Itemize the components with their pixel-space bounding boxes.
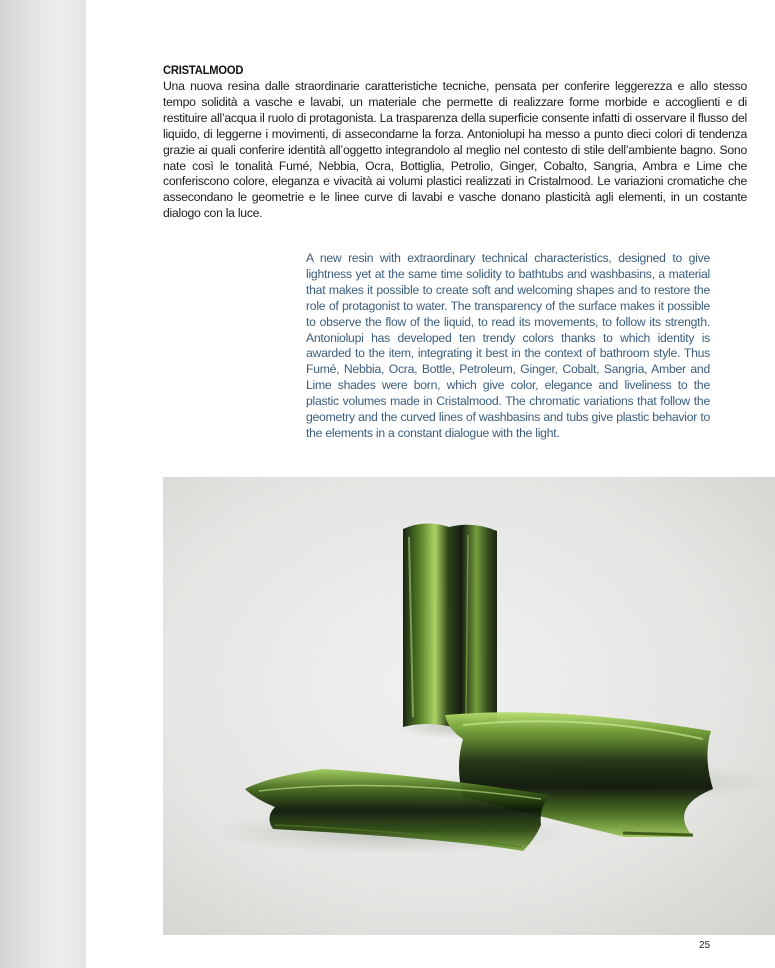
article-heading: CRISTALMOOD [163,63,244,77]
product-photo [163,477,775,935]
page-number: 25 [699,940,711,951]
green-resin-sculptures-image [163,477,775,935]
page-side-band [0,0,86,968]
english-paragraph: A new resin with extraordinary technical characteristics, designed to give lightness yet at the same time solidity to bathtubs and washbasins, a material that makes it possible to create soft and welcoming shapes and to restore the role of protagonist to water. The transparency of the surface makes it possible to observe the flow of the liquid, to read its movements, to follow its strength. Antoniolupi has developed ten trendy colors thanks to which identity is awarded to the item, integrating it best in the context of bathroom style. Thus Fumé, Nebbia, Ocra, Bottle, Petroleum, Ginger, Cobalt, Sangria, Amber and Lime shades were born, which give color, elegance and liveliness to the plastic volumes made in Cristalmood. The chromatic variations that follow the geometry and the curved lines of washbasins and tubs give plastic behavior to the elements in a constant dialogue with the light. [306,251,710,440]
italian-paragraph: Una nuova resina dalle straordinarie caratteristiche tecniche, pensata per conferire leggerezza e allo stesso tempo solidità a vasche e lavabi, un materiale che permette di realizzare forme morbide e accoglienti e di restituire all’acqua il ruolo di protagonista. La trasparenza della superficie consente infatti di osservare il flusso del liquido, di leggerne i movimenti, di assecondarne la forza. Antoniolupi ha messo a punto dieci colori di tendenza grazie ai quali conferire identità all’oggetto integrandolo al meglio nel contesto di stile dell’ambiente bagno. Sono nate così le tonalità Fumé, Nebbia, Ocra, Bottiglia, Petrolio, Ginger, Cobalto, Sangria, Ambra e Lime che conferiscono colore, eleganza e vivacità ai volumi plastici realizzati in Cristalmood. Le variazioni cromatiche che assecondano le geometrie e le linee curve di lavabi e vasche donano plasticità agli elementi, in un costante dialogo con la luce. [163,79,747,221]
